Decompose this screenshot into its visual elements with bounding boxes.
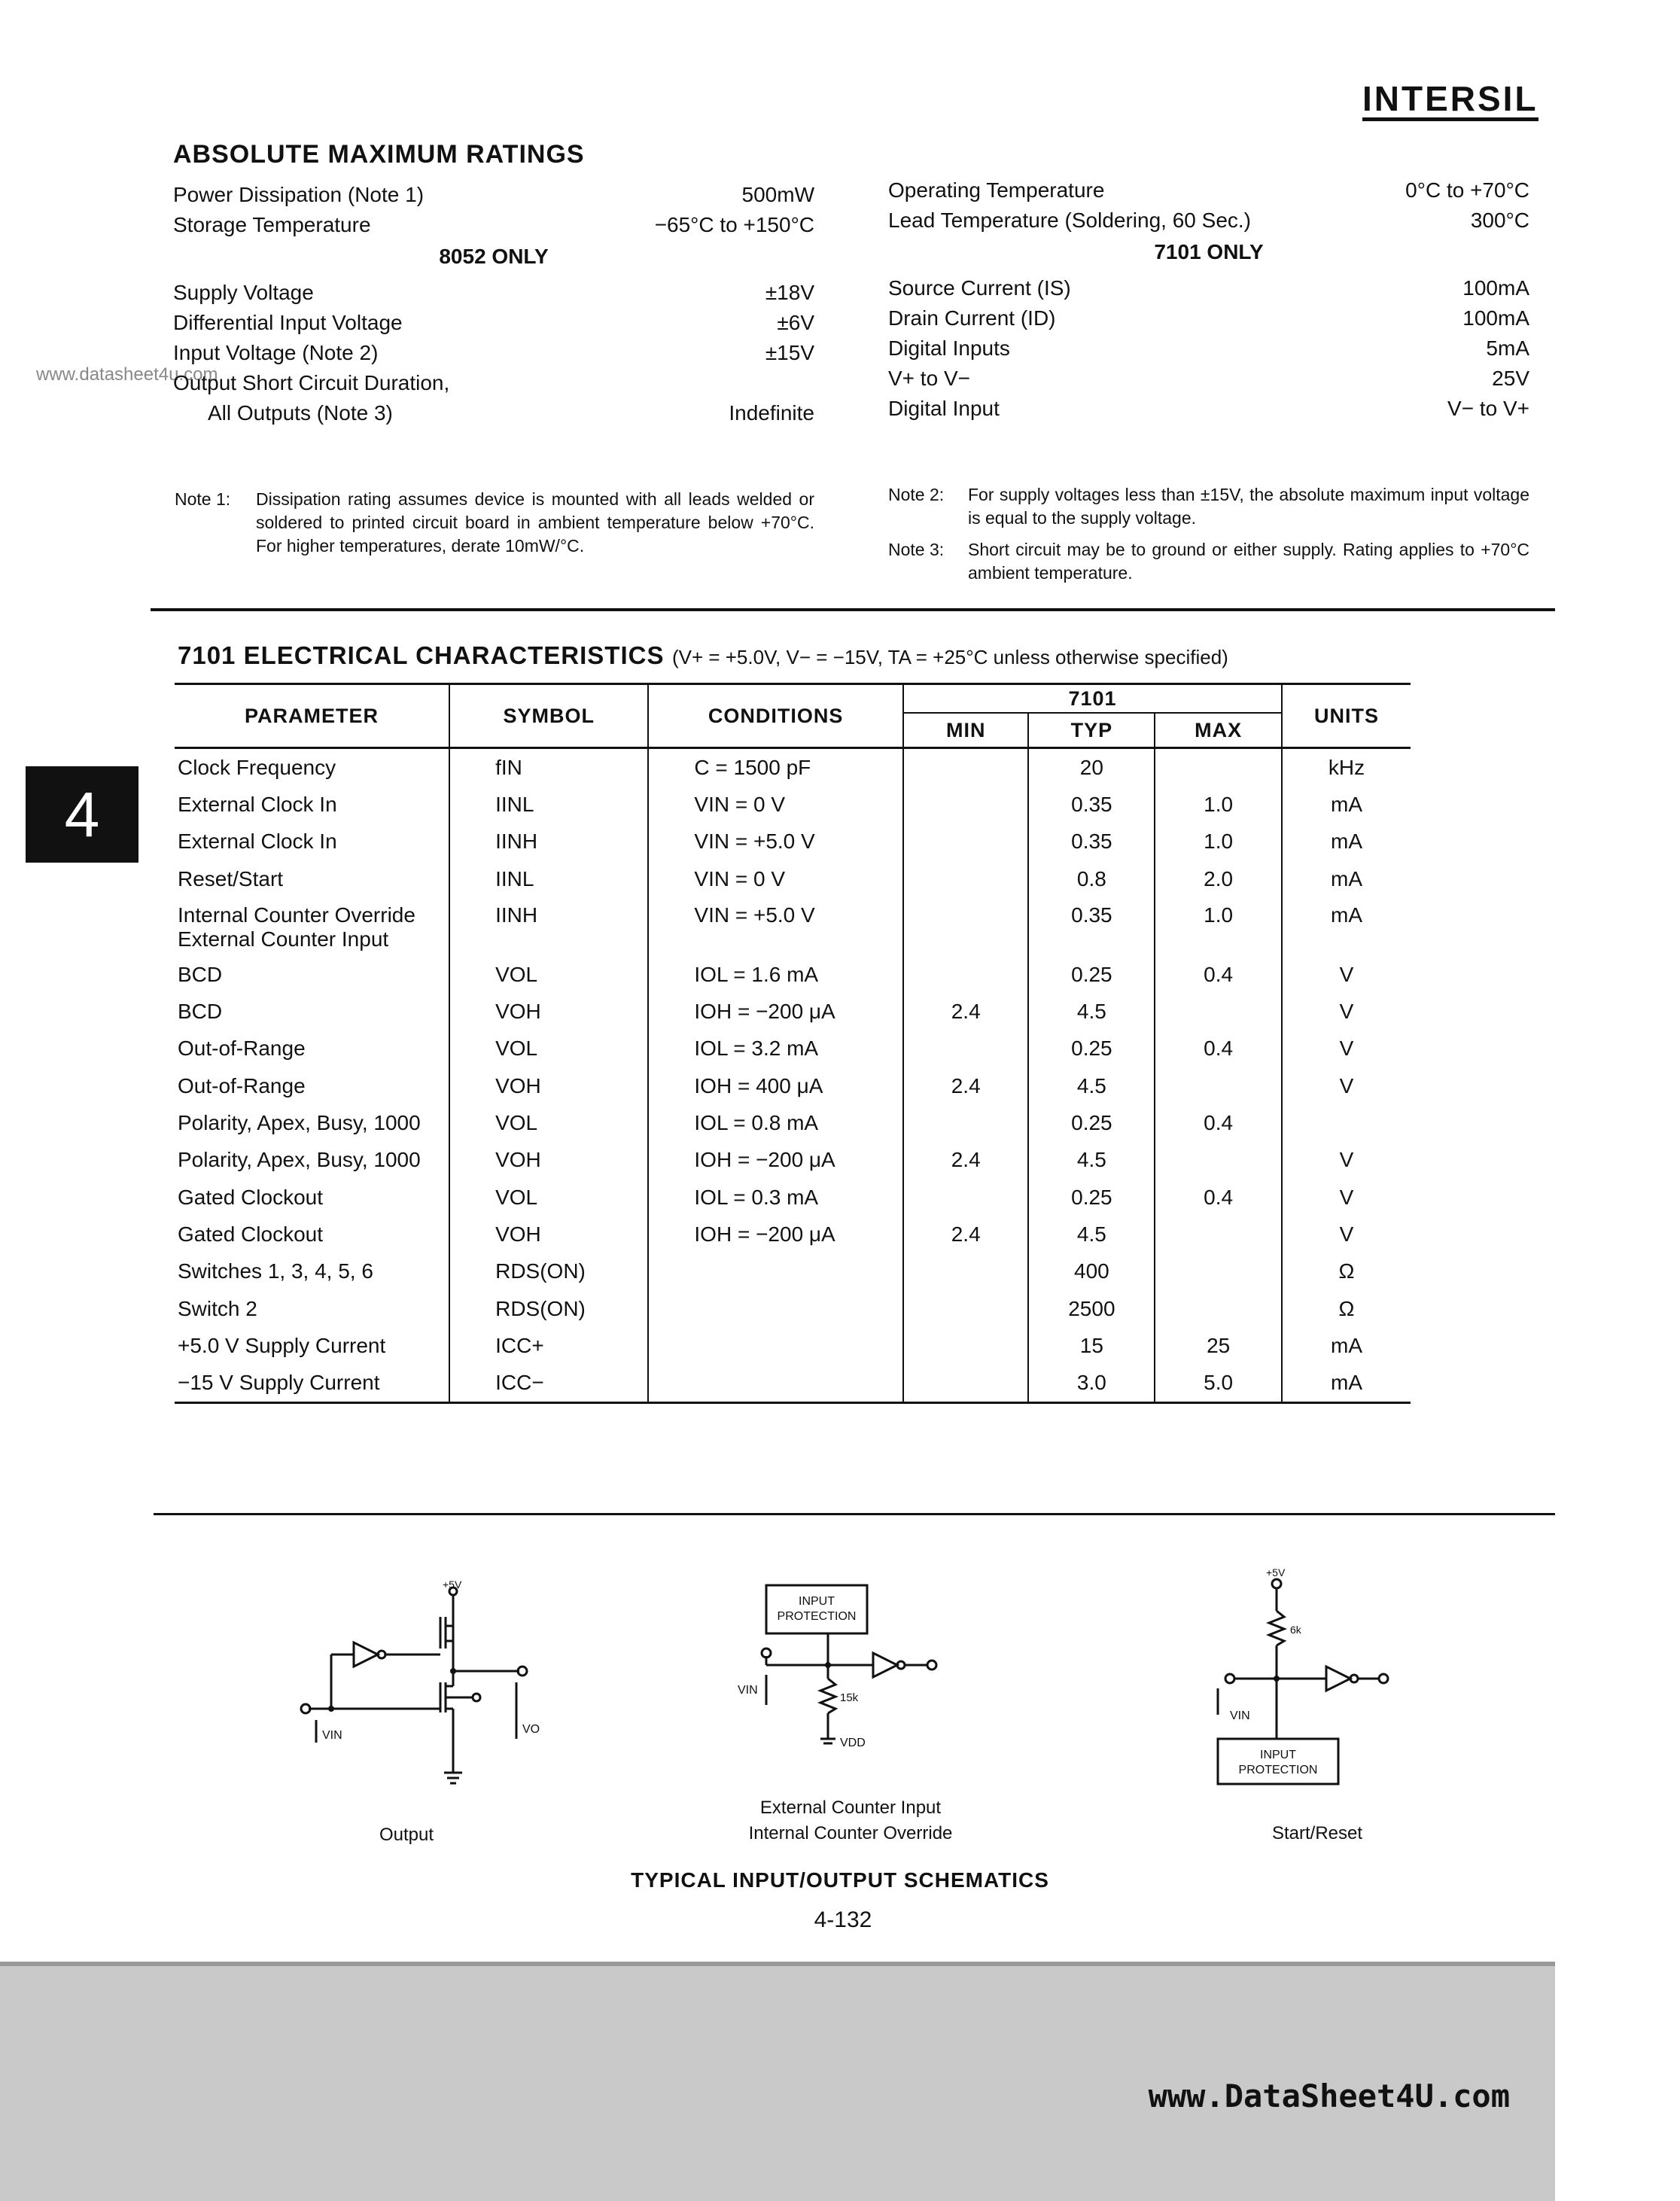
rating-value: 500mW: [741, 183, 814, 206]
cell-typ: 400: [1028, 1253, 1155, 1290]
cell-sym: VOL: [449, 1179, 648, 1216]
cell-param: −15 V Supply Current: [175, 1364, 449, 1402]
cell-param: External Clock In: [178, 792, 337, 816]
rating-row: [888, 397, 1529, 428]
note-label: Note 3:: [888, 540, 945, 559]
cell-cond: IOH = 400 μA: [648, 1067, 903, 1104]
cell-max: 5.0: [1155, 1364, 1282, 1402]
note-text: Dissipation rating assumes device is mounted with all leads welded or soldered to printed circuit board in ambient temperature below +70°C. For higher temperatures, derate 10mW/°C.: [256, 489, 814, 556]
cell-sym: RDS(ON): [449, 1253, 648, 1290]
rating-label: Source Current (IS): [888, 276, 1071, 300]
cell-typ: 0.35: [1028, 786, 1155, 823]
cell-sym: VOH: [449, 993, 648, 1030]
watermark: www.datasheet4u.com: [36, 364, 218, 385]
output-label: Output: [379, 1825, 434, 1845]
cell-max: 0.4: [1155, 1030, 1282, 1067]
cell-max: 1.0: [1155, 786, 1282, 823]
cell-param: Gated Clockout: [178, 1185, 323, 1209]
resistor-label: 6k: [1290, 1624, 1301, 1636]
rating-value: 0°C to +70°C: [1405, 178, 1529, 202]
cell-min: [903, 1104, 1029, 1141]
cell-param: Reset/Start: [178, 866, 284, 890]
rating-label: Supply Voltage: [173, 281, 314, 304]
cell-max: 0.4: [1155, 1104, 1282, 1141]
rating-row: [173, 402, 814, 432]
rating-value: 25V: [1492, 367, 1529, 390]
table-row: [175, 1253, 1411, 1290]
abs-max-left: [173, 184, 814, 432]
vdd-label: +5V: [1266, 1566, 1286, 1578]
cell-sym: VOH: [449, 1142, 648, 1179]
rating-value: ±6V: [777, 311, 814, 334]
rating-row: [888, 277, 1529, 307]
cell-param: Out-of-Range: [178, 1073, 306, 1097]
section-7101-only: 7101 ONLY: [1154, 240, 1264, 263]
col-parameter: PARAMETER: [175, 684, 449, 748]
table-row: [175, 1216, 1411, 1253]
cell-units: V: [1282, 1142, 1411, 1179]
cell-param: BCD: [178, 962, 223, 986]
cell-param: Internal Counter Override External Counter Input: [178, 903, 415, 951]
cell-typ: 0.25: [1028, 1104, 1155, 1141]
cell-cond: [648, 1327, 903, 1364]
rating-value: −65°C to +150°C: [654, 213, 814, 236]
table-row: [175, 1364, 1411, 1402]
cell-units: mA: [1282, 823, 1411, 860]
site-link[interactable]: www.DataSheet4U.com: [1148, 2078, 1510, 2114]
cell-max: [1155, 1290, 1282, 1327]
col-max: MAX: [1155, 713, 1282, 748]
cell-cond: IOL = 0.3 mA: [648, 1179, 903, 1216]
table-row: [175, 897, 1411, 956]
cell-cond: VIN = +5.0 V: [648, 897, 903, 956]
rating-value: 100mA: [1462, 276, 1529, 300]
cell-min: [903, 1290, 1029, 1327]
cell-sym: IINL: [449, 860, 648, 897]
table-row: [175, 860, 1411, 897]
cell-units: V: [1282, 1179, 1411, 1216]
cell-min: 2.4: [903, 1216, 1029, 1253]
note-1: [175, 488, 814, 586]
note-text: Short circuit may be to ground or either supply. Rating applies to +70°C ambient temperature.: [968, 540, 1529, 583]
page-number: 4-132: [814, 1907, 872, 1932]
cell-sym: RDS(ON): [449, 1290, 648, 1327]
table-row: [175, 1104, 1411, 1141]
cell-typ: 4.5: [1028, 993, 1155, 1030]
table-row: [175, 1327, 1411, 1364]
rating-value: 100mA: [1462, 306, 1529, 330]
col-min: MIN: [903, 713, 1029, 748]
cell-cond: VIN = 0 V: [648, 860, 903, 897]
rating-label: Power Dissipation (Note 1): [173, 183, 425, 206]
rating-value: 300°C: [1470, 209, 1529, 232]
cell-min: [903, 860, 1029, 897]
cell-cond: IOL = 3.2 mA: [648, 1030, 903, 1067]
cell-min: [903, 823, 1029, 860]
cell-param: +5.0 V Supply Current: [178, 1333, 386, 1357]
internal-counter-label: Internal Counter Override: [748, 1823, 953, 1843]
rating-label: Output Short Circuit Duration,: [173, 371, 450, 394]
cell-sym: VOL: [449, 1030, 648, 1067]
rating-row: [888, 209, 1529, 239]
rating-row: [888, 307, 1529, 337]
cell-param: Switches 1, 3, 4, 5, 6: [178, 1259, 373, 1283]
cell-min: 2.4: [903, 1142, 1029, 1179]
cell-max: 1.0: [1155, 897, 1282, 956]
cell-units: V: [1282, 1067, 1411, 1104]
cell-units: mA: [1282, 786, 1411, 823]
rating-label: Digital Input: [888, 397, 1000, 420]
cell-units: mA: [1282, 1364, 1411, 1402]
table-row: [175, 993, 1411, 1030]
cell-units: Ω: [1282, 1290, 1411, 1327]
rating-value: ±15V: [765, 341, 814, 364]
schematics-caption: TYPICAL INPUT/OUTPUT SCHEMATICS: [631, 1868, 1049, 1892]
cell-cond: IOH = −200 μA: [648, 993, 903, 1030]
cell-units: V: [1282, 993, 1411, 1030]
rating-label: Lead Temperature (Soldering, 60 Sec.): [888, 209, 1251, 232]
cell-max: [1155, 1067, 1282, 1104]
cell-param: Out-of-Range: [178, 1037, 306, 1061]
vo-label: VO: [522, 1723, 540, 1736]
abs-max-title: ABSOLUTE MAXIMUM RATINGS: [173, 140, 585, 169]
cell-cond: IOL = 0.8 mA: [648, 1104, 903, 1141]
cell-max: 0.4: [1155, 956, 1282, 993]
cell-sym: IINL: [449, 786, 648, 823]
col-group-7101: 7101: [903, 684, 1282, 714]
cell-typ: 0.25: [1028, 1030, 1155, 1067]
cell-units: kHz: [1282, 748, 1411, 787]
cell-typ: 4.5: [1028, 1216, 1155, 1253]
cell-typ: 4.5: [1028, 1142, 1155, 1179]
cell-max: 2.0: [1155, 860, 1282, 897]
footer-band-edge: [0, 1962, 1555, 1966]
cell-typ: 0.25: [1028, 956, 1155, 993]
note-2: [888, 483, 1529, 536]
table-row: [175, 823, 1411, 860]
ext-counter-label: External Counter Input: [759, 1798, 942, 1818]
rating-row: [173, 214, 814, 244]
table-row: [175, 1290, 1411, 1327]
rating-row: [888, 179, 1529, 209]
cell-min: 2.4: [903, 993, 1029, 1030]
cell-param: External Clock In: [178, 830, 337, 854]
note-text: For supply voltages less than ±15V, the absolute maximum input voltage is equal to the supply voltage.: [968, 485, 1529, 528]
cell-max: [1155, 748, 1282, 787]
rating-row: [888, 367, 1529, 397]
cell-cond: VIN = +5.0 V: [648, 823, 903, 860]
rating-row: [173, 282, 814, 312]
vdd-label: +5V: [443, 1578, 462, 1591]
rating-label: Differential Input Voltage: [173, 311, 403, 334]
cell-param: Clock Frequency: [178, 755, 336, 779]
cell-cond: C = 1500 pF: [648, 748, 903, 787]
col-units: UNITS: [1282, 684, 1411, 748]
rating-row: [173, 372, 814, 402]
cell-cond: IOL = 1.6 mA: [648, 956, 903, 993]
cell-param: Polarity, Apex, Busy, 1000: [178, 1148, 421, 1172]
ext-counter-schematic: [730, 1581, 971, 1792]
input-protection-label: PROTECTION: [777, 1610, 857, 1623]
input-protection-label: INPUT: [799, 1595, 835, 1608]
rating-row: [173, 184, 814, 214]
vin-label: VIN: [738, 1684, 758, 1697]
section-divider: [154, 1513, 1555, 1515]
col-conditions: CONDITIONS: [648, 684, 903, 748]
elec-title: 7101 ELECTRICAL CHARACTERISTICS: [178, 641, 665, 669]
output-schematic: [278, 1578, 540, 1807]
cell-param: Polarity, Apex, Busy, 1000: [178, 1111, 421, 1135]
rating-label: V+ to V−: [888, 367, 970, 390]
rating-value: Indefinite: [729, 401, 814, 425]
cell-typ: 20: [1028, 748, 1155, 787]
cell-max: 25: [1155, 1327, 1282, 1364]
rating-row: [173, 342, 814, 372]
table-row: [175, 748, 1411, 787]
vin-label: VIN: [1230, 1709, 1250, 1722]
cell-typ: 0.8: [1028, 860, 1155, 897]
cell-sym: VOH: [449, 1216, 648, 1253]
cell-sym: VOH: [449, 1067, 648, 1104]
col-typ: TYP: [1028, 713, 1155, 748]
resistor-label: 15k: [840, 1691, 859, 1704]
table-row: [175, 1030, 1411, 1067]
rating-row: [888, 337, 1529, 367]
cell-typ: 0.35: [1028, 823, 1155, 860]
cell-units: V: [1282, 956, 1411, 993]
rating-label: Storage Temperature: [173, 213, 371, 236]
cell-cond: IOH = −200 μA: [648, 1142, 903, 1179]
cell-typ: 0.25: [1028, 1179, 1155, 1216]
cell-cond: VIN = 0 V: [648, 786, 903, 823]
rating-label: Drain Current (ID): [888, 306, 1056, 330]
table-row: [175, 1067, 1411, 1104]
note-label: Note 2:: [888, 485, 945, 504]
table-row: [175, 1179, 1411, 1216]
table-row: [175, 956, 1411, 993]
start-reset-label: Start/Reset: [1271, 1823, 1363, 1843]
cell-min: [903, 1364, 1029, 1402]
cell-min: [903, 748, 1029, 787]
rating-value: 5mA: [1486, 336, 1529, 360]
rating-label: Input Voltage (Note 2): [173, 341, 379, 364]
vin-label: VIN: [322, 1729, 342, 1742]
cell-min: [903, 897, 1029, 956]
cell-units: V: [1282, 1216, 1411, 1253]
intersil-logo: INTERSIL: [1362, 81, 1538, 121]
cell-min: [903, 956, 1029, 993]
table-row: [175, 1142, 1411, 1179]
cell-min: [903, 1030, 1029, 1067]
cell-sym: IINH: [449, 823, 648, 860]
cell-cond: [648, 1290, 903, 1327]
cell-typ: 2500: [1028, 1290, 1155, 1327]
cell-typ: 0.35: [1028, 897, 1155, 956]
cell-cond: [648, 1364, 903, 1402]
cell-max: [1155, 1216, 1282, 1253]
col-symbol: SYMBOL: [449, 684, 648, 748]
start-reset-schematic: [1204, 1564, 1430, 1790]
cell-sym: VOL: [449, 1104, 648, 1141]
cell-max: [1155, 1142, 1282, 1179]
input-protection-label: INPUT: [1260, 1749, 1296, 1761]
cell-max: [1155, 993, 1282, 1030]
cell-min: [903, 1327, 1029, 1364]
rating-row: [173, 312, 814, 342]
input-protection-label: PROTECTION: [1238, 1764, 1318, 1776]
cell-units: V: [1282, 1030, 1411, 1067]
cell-sym: VOL: [449, 956, 648, 993]
cell-max: [1155, 1253, 1282, 1290]
cell-typ: 3.0: [1028, 1364, 1155, 1402]
cell-sym: ICC+: [449, 1327, 648, 1364]
vdd-label: VDD: [840, 1737, 866, 1749]
note-3: [888, 538, 1529, 591]
cell-units: mA: [1282, 860, 1411, 897]
rating-label: Digital Inputs: [888, 336, 1010, 360]
cell-sym: IINH: [449, 897, 648, 956]
cell-typ: 15: [1028, 1327, 1155, 1364]
cell-units: mA: [1282, 1327, 1411, 1364]
cell-typ: 4.5: [1028, 1067, 1155, 1104]
section-divider: [151, 608, 1555, 611]
section-8052-only: 8052 ONLY: [439, 245, 549, 268]
cell-param: Switch 2: [178, 1296, 257, 1320]
cell-param: BCD: [178, 1000, 223, 1024]
chapter-tab: 4: [26, 766, 138, 863]
rating-label: Operating Temperature: [888, 178, 1105, 202]
cell-max: 0.4: [1155, 1179, 1282, 1216]
cell-sym: fIN: [449, 748, 648, 787]
cell-max: 1.0: [1155, 823, 1282, 860]
cell-min: [903, 786, 1029, 823]
cell-min: [903, 1179, 1029, 1216]
cell-sym: ICC−: [449, 1364, 648, 1402]
cell-units: Ω: [1282, 1253, 1411, 1290]
abs-max-right: [888, 179, 1529, 428]
cell-min: 2.4: [903, 1067, 1029, 1104]
elec-heading: [178, 641, 1228, 670]
cell-units: [1282, 1104, 1411, 1141]
electrical-characteristics-table: [175, 683, 1411, 1404]
cell-cond: [648, 1253, 903, 1290]
rating-value: V− to V+: [1447, 397, 1529, 420]
cell-cond: IOH = −200 μA: [648, 1216, 903, 1253]
cell-param: Gated Clockout: [178, 1222, 323, 1246]
table-row: [175, 786, 1411, 823]
cell-min: [903, 1253, 1029, 1290]
cell-units: mA: [1282, 897, 1411, 956]
rating-label: All Outputs (Note 3): [208, 401, 393, 425]
rating-value: ±18V: [765, 281, 814, 304]
elec-conditions: (V+ = +5.0V, V− = −15V, TA = +25°C unless otherwise specified): [671, 646, 1228, 668]
note-label: Note 1:: [175, 489, 231, 509]
